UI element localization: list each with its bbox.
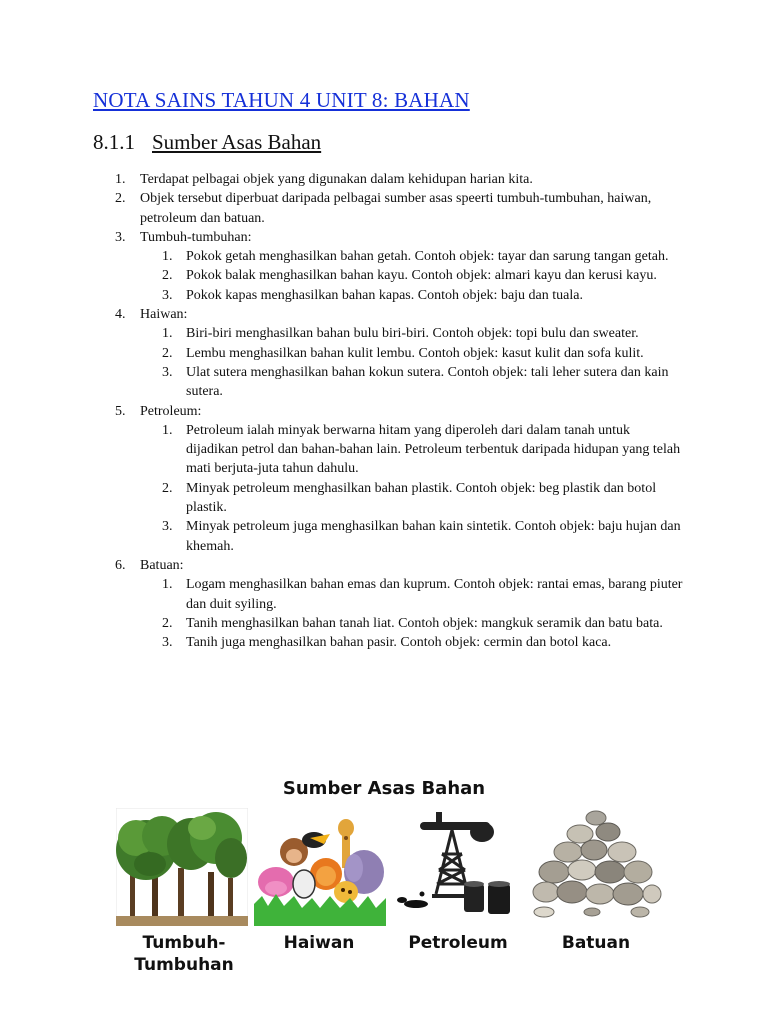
sub-list-item [93,575,683,614]
sub-list-item [93,421,683,479]
sub-list-item [93,266,683,285]
sub-list-item-number: 3. [162,287,173,303]
list-item [93,228,683,247]
sub-list-item-number: 2. [162,615,173,631]
list-item [93,189,683,228]
list-item-text: Haiwan: [140,307,188,323]
rocks-icon [530,808,662,926]
section-title: Sumber Asas Bahan [152,130,322,154]
sub-list-item-text: Tanih menghasilkan bahan tanah liat. Contoh objek: mangkuk seramik dan batu bata. [186,615,663,631]
sub-list-item-number: 3. [162,519,173,535]
section-number: 8.1.1 [93,130,135,154]
list-item-text: Batuan: [140,557,184,573]
list-item-number: 5. [115,403,126,419]
sub-list-item-text: Minyak petroleum menghasilkan bahan plastik. Contoh objek: beg plastik dan botol plastik. [186,480,657,516]
sub-list-item-number: 1. [162,577,173,593]
list-item-text: Tumbuh-tumbuhan: [140,229,252,245]
sub-list-item-text: Pokok getah menghasilkan bahan getah. Contoh objek: tayar dan sarung tangan getah. [186,249,669,265]
label-tumbuh-tumbuhan: Tumbuh- Tumbuhan [134,933,234,975]
label-petroleum: Petroleum [408,933,508,953]
list-item-number: 1. [115,172,126,187]
sub-list-item [93,517,683,556]
sub-list-item [93,363,683,402]
page-title: NOTA SAINS TAHUN 4 UNIT 8: BAHAN [93,88,470,112]
section-heading [93,130,321,155]
numbered-list [93,170,683,652]
sub-list-item-number: 1. [162,249,173,265]
label-haiwan: Haiwan [283,933,355,953]
sub-list-item-text: Pokok balak menghasilkan bahan kayu. Contoh objek: almari kayu dan kerusi kayu. [186,268,657,284]
sub-list-item-number: 2. [162,480,173,496]
list-item-number: 2. [115,191,126,207]
list-item-text: Petroleum: [140,403,202,419]
list-item-number: 6. [115,557,126,573]
sub-list-item [93,324,683,343]
sub-list-item-text: Petroleum ialah minyak berwarna hitam yang diperoleh dari dalam tanah untuk dijadikan petrol dan bahan-bahan lain. Petroleum terbentuk daripada hidupan yang telah mati berjuta-juta tahun dahulu. [186,422,681,477]
sub-list-item-number: 2. [162,268,173,284]
sub-list-item [93,633,683,652]
list-item [93,556,683,575]
list-item-number: 3. [115,229,126,245]
sub-list-item-number: 1. [162,422,173,438]
sub-list-item [93,344,683,363]
sub-list-item [93,479,683,518]
sub-list-item-text: Lembu menghasilkan bahan kulit lembu. Contoh objek: kasut kulit dan sofa kulit. [186,345,644,361]
sub-list-item-text: Minyak petroleum juga menghasilkan bahan kain sintetik. Contoh objek: baju hujan dan khemah. [186,519,681,554]
sub-list-item-text: Logam menghasilkan bahan emas dan kuprum. Contoh objek: rantai emas, barang piuter dan duit syiling. [186,577,683,612]
sub-list-item-number: 3. [162,364,173,380]
list-item [93,305,683,324]
sub-list-item-text: Ulat sutera menghasilkan bahan kokun sutera. Contoh objek: tali leher sutera dan kain sutera. [186,364,669,400]
sub-list-item-number: 3. [162,635,173,651]
list-item [93,170,683,189]
trees-icon [116,808,248,926]
label-batuan: Batuan [561,933,631,953]
sub-list-item-text: Pokok kapas menghasilkan bahan kapas. Contoh objek: baju dan tuala. [186,287,583,303]
sub-list-item [93,247,683,266]
list-item-text: Terdapat pelbagai objek yang digunakan dalam kehidupan harian kita. [140,172,533,187]
sub-list-item-text: Biri-biri menghasilkan bahan bulu biri-biri. Contoh objek: topi bulu dan sweater. [186,326,639,342]
figure-images [116,808,664,928]
sub-list-item [93,286,683,305]
list-item [93,402,683,421]
sub-list-item-number: 2. [162,345,173,361]
list-item-number: 4. [115,307,126,323]
figure-title: Sumber Asas Bahan [282,778,486,799]
oil-well-icon [392,808,524,926]
sub-list-item [93,614,683,633]
animals-icon [254,808,386,926]
sub-list-item-number: 1. [162,326,173,342]
list-item-text: Objek tersebut diperbuat daripada pelbagai sumber asas speerti tumbuh-tumbuhan, haiwan, petroleum dan batuan. [140,191,652,226]
sub-list-item-text: Tanih juga menghasilkan bahan pasir. Contoh objek: cermin dan botol kaca. [186,635,612,651]
